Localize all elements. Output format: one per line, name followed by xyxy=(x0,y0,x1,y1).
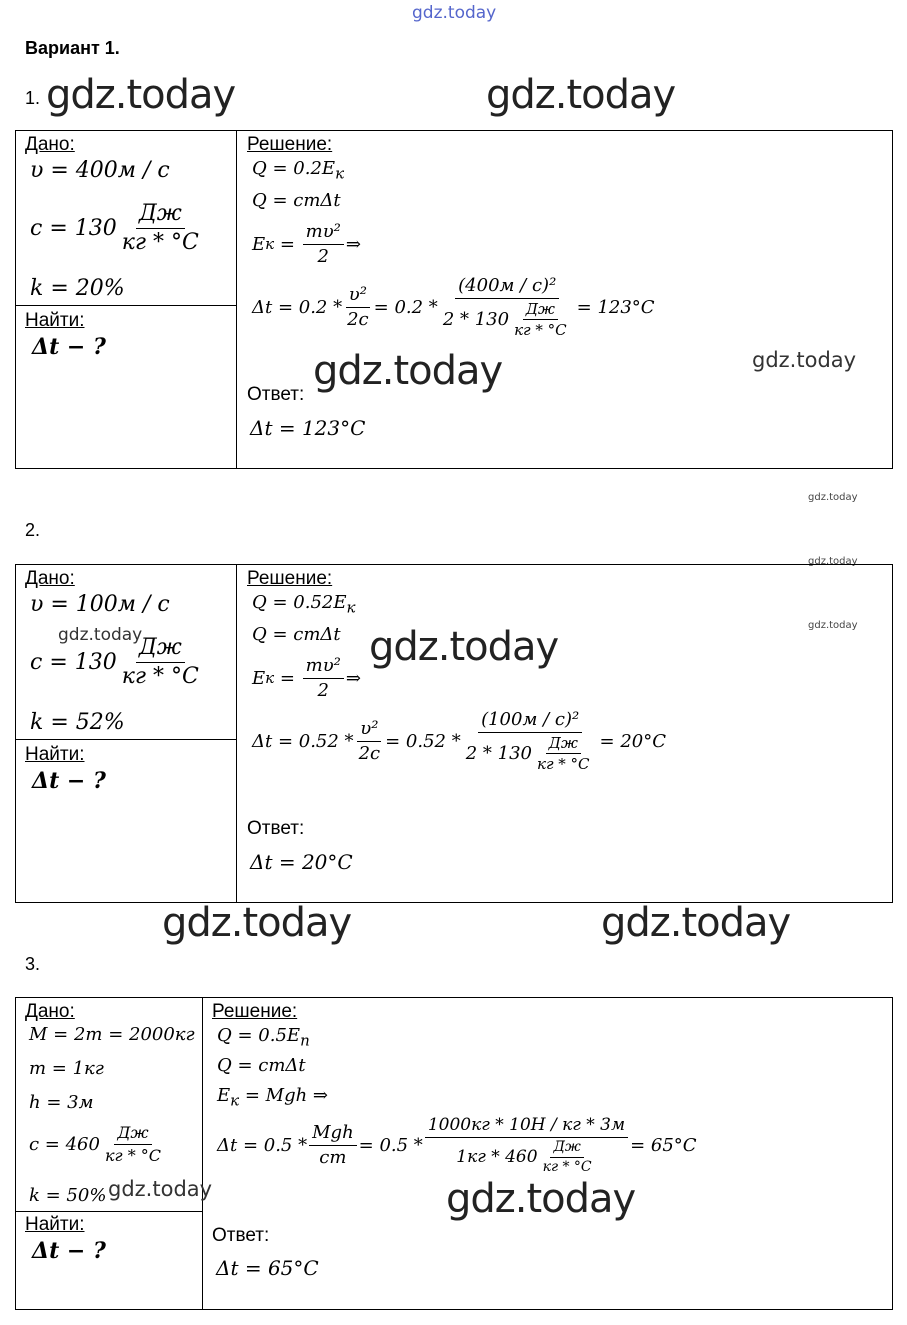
given-h: h = 3м xyxy=(29,1092,94,1113)
unit-denominator: кг * °C xyxy=(514,321,567,340)
unit-fraction xyxy=(540,1140,595,1176)
table-divider xyxy=(236,130,237,469)
fraction xyxy=(440,276,575,339)
implies-arrow: ⇒ xyxy=(345,233,361,255)
given-k: k = 50% xyxy=(29,1185,107,1206)
numerator: (400м / с)² xyxy=(455,276,559,299)
given-heat-capacity xyxy=(30,202,204,255)
given-m: m = 1кг xyxy=(29,1058,104,1079)
eq-text: = 0.52 * xyxy=(385,730,461,752)
solution-line-4 xyxy=(252,710,666,773)
unit-denominator: кг * °C xyxy=(121,664,199,690)
eq-text: Q = 0.5E xyxy=(217,1025,301,1046)
find-label: Найти: xyxy=(25,310,85,331)
denominator: 2c xyxy=(358,742,381,764)
fraction xyxy=(309,1123,357,1168)
eq-text: 2 * 130 xyxy=(442,308,510,330)
given-label: Дано: xyxy=(25,1001,75,1022)
solution-line-1 xyxy=(252,158,344,183)
watermark-top: gdz.today xyxy=(412,3,497,23)
answer-label: Ответ: xyxy=(247,384,305,405)
given-label: Дано: xyxy=(25,568,75,589)
solution-line-2: Q = cmΔt xyxy=(252,624,341,645)
eq-text: = Mgh ⇒ xyxy=(239,1085,328,1106)
find-label: Найти: xyxy=(25,1214,85,1235)
page-title: Вариант 1. xyxy=(25,38,120,58)
table-divider xyxy=(15,1211,202,1212)
table-divider xyxy=(202,997,203,1310)
solution-label: Решение: xyxy=(212,1001,298,1022)
c-value: c = 130 xyxy=(30,216,117,242)
solution-line-1 xyxy=(252,592,355,617)
numerator: 1000кг * 10Н / кг * 3м xyxy=(425,1116,628,1138)
unit-fraction xyxy=(119,202,202,255)
unit-numerator: Дж xyxy=(550,1140,583,1158)
solution-line-4 xyxy=(252,276,655,339)
unit-fraction xyxy=(511,301,570,339)
unit-numerator: Дж xyxy=(114,1124,151,1145)
unit-fraction xyxy=(119,636,202,689)
denominator xyxy=(453,1138,599,1176)
watermark: gdz.today xyxy=(808,620,858,631)
eq-text: Q = 0.52E xyxy=(252,592,347,613)
result: = 123°C xyxy=(576,296,655,318)
solution-line-3 xyxy=(252,222,361,267)
eq-text: E xyxy=(252,667,266,689)
unit-denominator: кг * °C xyxy=(542,1159,592,1176)
given-heat-capacity xyxy=(30,636,204,689)
denominator: 2 xyxy=(317,245,329,267)
eq-sub: к xyxy=(265,235,275,254)
eq-text: Δt = 0.5 * xyxy=(217,1135,308,1157)
numerator: (100м / с)² xyxy=(478,710,582,733)
solution-label: Решение: xyxy=(247,568,333,589)
table-divider xyxy=(15,739,236,740)
unit-denominator: кг * °C xyxy=(536,755,590,774)
watermark: gdz.today xyxy=(808,492,858,503)
solution-line-3 xyxy=(217,1085,328,1110)
numerator: υ² xyxy=(357,719,381,742)
eq-text: Q = 0.2E xyxy=(252,158,336,179)
watermark: gdz.today xyxy=(808,556,858,567)
denominator: 2c xyxy=(347,308,369,330)
unit-denominator: кг * °C xyxy=(121,230,199,256)
find-value: Δt − ? xyxy=(32,1238,106,1264)
denominator xyxy=(440,299,575,339)
fraction xyxy=(356,719,384,764)
solution-line-4 xyxy=(217,1116,697,1175)
watermark: gdz.today xyxy=(752,348,857,372)
solution-line-2: Q = cmΔt xyxy=(217,1055,306,1076)
answer-label: Ответ: xyxy=(212,1225,270,1246)
denominator xyxy=(463,733,598,773)
eq-sub: к xyxy=(265,669,275,688)
fraction xyxy=(303,222,344,267)
eq-text: = xyxy=(274,667,301,689)
given-velocity: υ = 100м / с xyxy=(30,592,170,617)
fraction xyxy=(344,285,372,330)
watermark: gdz.today xyxy=(58,625,143,645)
eq-sub: к xyxy=(230,1091,240,1110)
solution-line-1 xyxy=(217,1025,310,1050)
watermark: gdz.today xyxy=(162,900,352,946)
eq-text: Δt = 0.52 * xyxy=(252,730,354,752)
unit-fraction xyxy=(102,1124,164,1164)
given-k: k = 52% xyxy=(30,710,125,735)
result: = 20°C xyxy=(599,730,667,752)
numerator: mυ² xyxy=(303,222,344,245)
find-value: Δt − ? xyxy=(32,334,106,360)
answer-value: Δt = 20°C xyxy=(250,850,353,874)
denominator: cm xyxy=(319,1147,347,1169)
given-heat-capacity xyxy=(29,1124,166,1164)
unit-denominator: кг * °C xyxy=(104,1145,162,1165)
problem-3-number: 3. xyxy=(25,954,41,974)
watermark: gdz.today xyxy=(108,1177,213,1201)
watermark: gdz.today xyxy=(46,72,236,118)
eq-text: 2 * 130 xyxy=(465,742,532,764)
watermark: gdz.today xyxy=(601,900,791,946)
unit-numerator: Дж xyxy=(546,735,581,755)
answer-label: Ответ: xyxy=(247,818,305,839)
implies-arrow: ⇒ xyxy=(345,667,361,689)
eq-sub: к xyxy=(335,164,345,183)
fraction xyxy=(425,1116,628,1175)
given-M: M = 2m = 2000кг xyxy=(29,1024,195,1045)
numerator: mυ² xyxy=(303,656,344,679)
solution-label: Решение: xyxy=(247,134,333,155)
unit-numerator: Дж xyxy=(136,636,185,663)
find-label: Найти: xyxy=(25,744,85,765)
eq-text: 1кг * 460 xyxy=(456,1147,538,1168)
eq-sub: к xyxy=(346,598,356,617)
solution-line-2: Q = cmΔt xyxy=(252,190,341,211)
watermark: gdz.today xyxy=(486,72,676,118)
unit-numerator: Дж xyxy=(136,202,185,229)
numerator: Mgh xyxy=(309,1123,357,1146)
watermark: gdz.today xyxy=(446,1176,636,1222)
unit-fraction xyxy=(534,735,593,773)
table-divider xyxy=(236,564,237,903)
fraction xyxy=(463,710,598,773)
eq-text: = 0.5 * xyxy=(358,1135,423,1157)
denominator: 2 xyxy=(317,679,329,701)
answer-value: Δt = 123°C xyxy=(250,416,366,440)
problem-2-number: 2. xyxy=(25,520,41,540)
given-velocity: υ = 400м / с xyxy=(30,158,170,183)
eq-sub: п xyxy=(300,1031,310,1050)
eq-text: Δt = 0.2 * xyxy=(252,296,343,318)
c-value: c = 460 xyxy=(29,1133,100,1155)
solution-line-3 xyxy=(252,656,361,701)
c-value: c = 130 xyxy=(30,650,117,676)
find-value: Δt − ? xyxy=(32,768,106,794)
watermark: gdz.today xyxy=(369,624,559,670)
given-label: Дано: xyxy=(25,134,75,155)
numerator: υ² xyxy=(346,285,370,308)
eq-text: = 0.2 * xyxy=(373,296,438,318)
eq-text: E xyxy=(217,1085,231,1106)
eq-text: = xyxy=(274,233,301,255)
table-divider xyxy=(15,305,236,306)
answer-value: Δt = 65°C xyxy=(216,1256,319,1280)
fraction xyxy=(303,656,344,701)
unit-numerator: Дж xyxy=(523,301,558,321)
given-k: k = 20% xyxy=(30,276,125,301)
problem-1-number: 1. xyxy=(25,88,41,108)
eq-text: E xyxy=(252,233,266,255)
watermark: gdz.today xyxy=(313,348,503,394)
result: = 65°C xyxy=(630,1135,697,1157)
